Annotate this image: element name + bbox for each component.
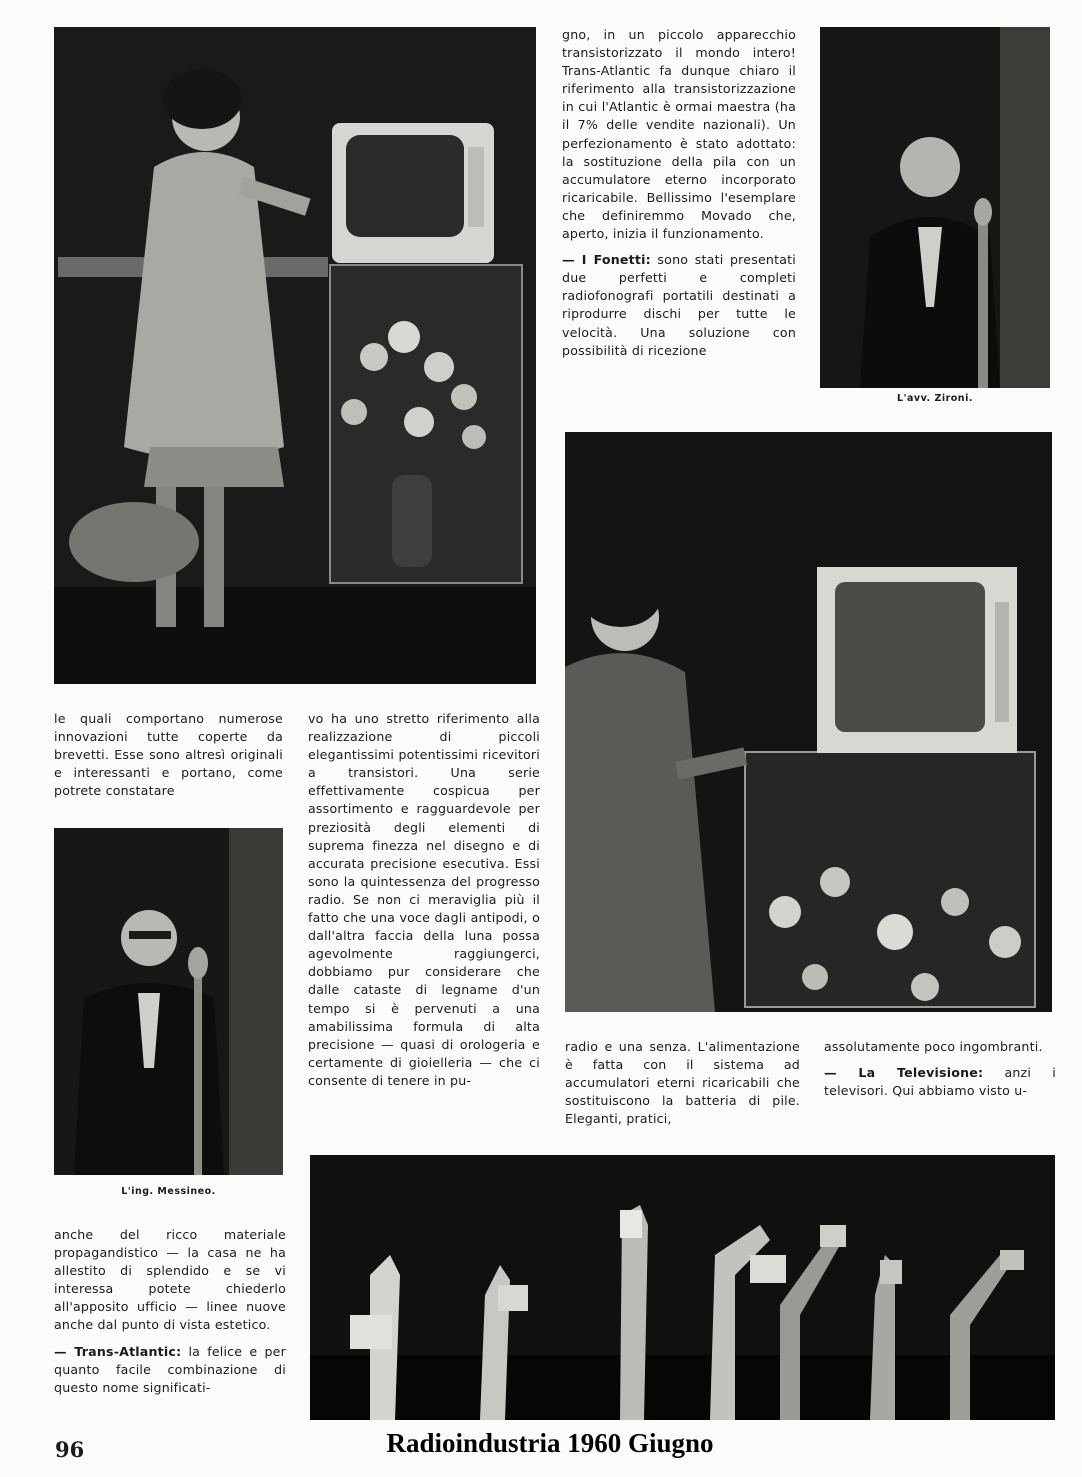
page-number: 96	[55, 1437, 85, 1462]
paragraph: le quali comportano numerose innovazioni tutte coperte da brevetti. Esse sono altresì originali e interessanti e portano, come potrete constatare	[54, 711, 283, 799]
article-column-left-mid	[54, 710, 283, 808]
paragraph	[824, 1064, 1056, 1100]
caption-zironi: L'avv. Zironi.	[897, 393, 973, 404]
article-column-top-right	[562, 26, 796, 368]
paragraph-text: sono stati presentati due perfetti e completi radiofonografi portatili destinati a riprodurre dischi per tutte le velocità. Una soluzione con possibilità di ricezione	[562, 252, 797, 358]
paragraph-text: la felice e per quanto facile combinazione di questo nome significati-	[54, 1343, 286, 1395]
section-lead: — La Televisione:	[824, 1065, 984, 1081]
paragraph: gno, in un piccolo apparecchio transistorizzato il mondo intero! Trans-Atlantic fa dunque chiaro il riferimento alla transistorizzazione in cui l'Atlantic è ormai maestra (ha il 7% delle vendite nazionali). Un perfezionamento è stato adottato: la sostituzione della pila con un accumulatore eterno incorporato ricaricabile. Bellissimo l'esemplare che definiremmo Movado che, aperto, inizia il funzionamento.	[562, 27, 796, 242]
section-lead: — I Fonetti:	[562, 252, 651, 268]
paragraph: vo ha uno stretto riferimento alla realizzazione di piccoli elegantissimi potentissimi ricevitori a transistori. Una serie effettivamente cospicua per assortimento e ragguardevole per preziosità degli elementi di suprema finezza nel disegno e di accurata precisione esecutiva. Essi sono la quintessenza del progresso radio. Se non ci meraviglia più il fatto che una voce dagli antipodi, o dall'altra faccia della luna possa agevolmente raggiungerci, dobbiamo pur considerare che dalle cataste di legname d'un tempo si è pervenuti a una amabilissima formula di alta precisione — quasi di orologeria e certamente di gioielleria — che ci consente di tenere in pu-	[308, 711, 540, 1088]
photo-speaker-zironi	[820, 27, 1050, 388]
paragraph: assolutamente poco ingombranti.	[824, 1039, 1043, 1054]
photo-speaker-messineo	[54, 828, 283, 1175]
photo-hands-holding-radios	[310, 1155, 1055, 1420]
photo-woman-with-portable-tv	[565, 432, 1052, 1012]
caption-messineo: L'ing. Messineo.	[121, 1186, 216, 1197]
footer-title: Radioindustria 1960 Giugno	[386, 1428, 714, 1458]
article-column-right-tv	[824, 1038, 1056, 1108]
section-lead: — Trans-Atlantic:	[54, 1343, 182, 1359]
paragraph	[54, 1343, 286, 1397]
article-column-center	[308, 710, 540, 1098]
article-column-mid-radio	[565, 1038, 800, 1136]
paragraph: anche del ricco materiale propagandistico — la casa ne ha allestito di splendido e se vi interessa potete chiederlo all'apposito ufficio — linee nuove anche dal punto di vista estetico.	[54, 1227, 286, 1333]
photo-woman-with-television	[54, 27, 536, 684]
paragraph: radio e una senza. L'alimentazione è fatta con il sistema ad accumulatori eterni ricaricabili che sostituiscono la batteria di pile. Eleganti, pratici,	[565, 1039, 800, 1127]
paragraph	[562, 251, 796, 360]
paragraph-text: anzi i televisori. Qui abbiamo visto u-	[824, 1065, 1057, 1099]
article-column-left-bottom	[54, 1226, 286, 1405]
